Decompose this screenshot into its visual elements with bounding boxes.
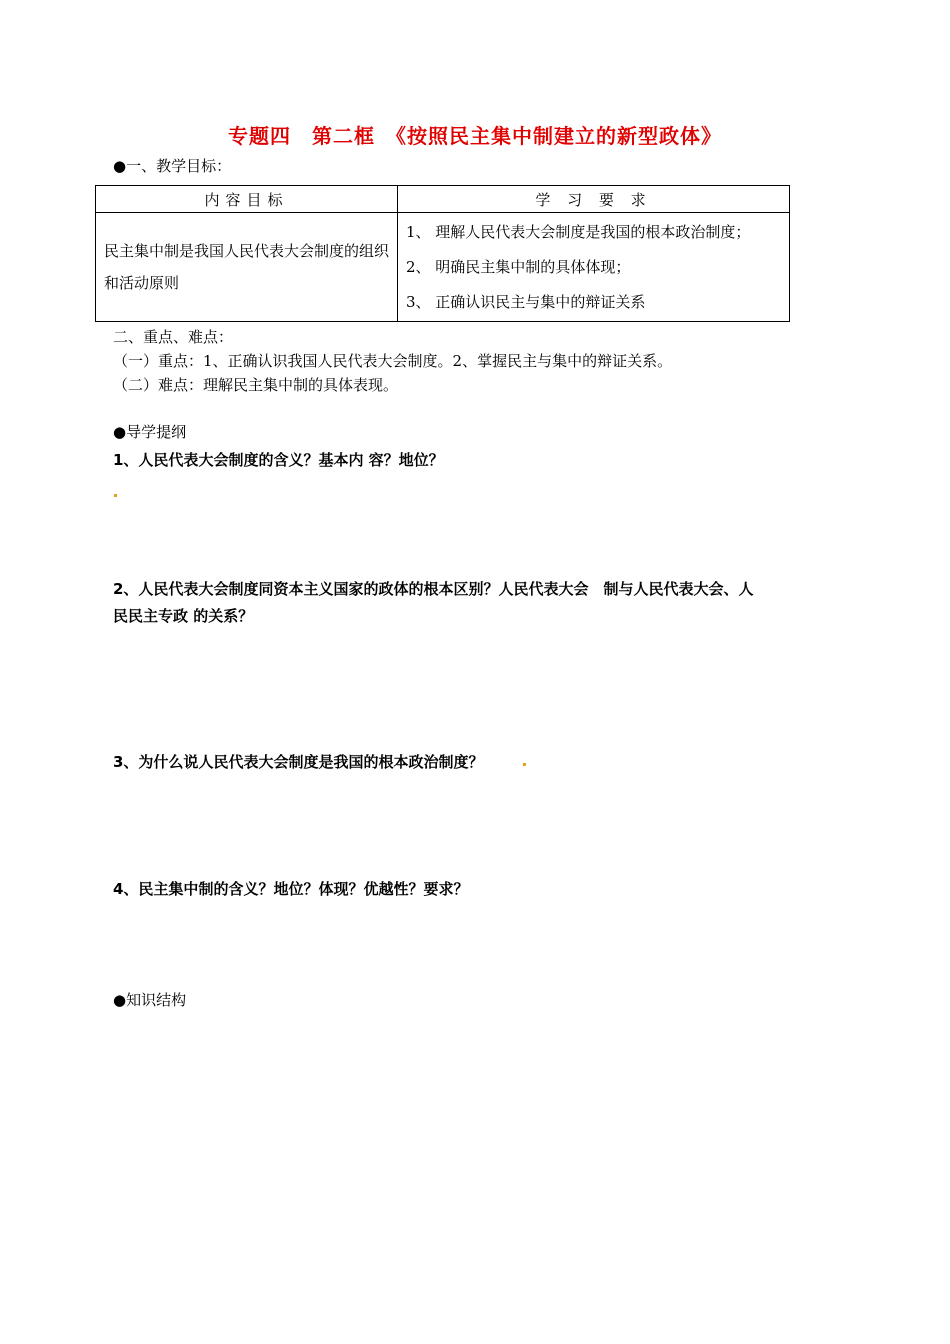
- difficult-points: （二）难点：理解民主集中制的具体表现。: [113, 376, 399, 394]
- key-points: （一）重点：1、正确认识我国人民代表大会制度。2、掌握民主与集中的辩证关系。: [113, 352, 673, 370]
- question-2-line-1: 2、人民代表大会制度同资本主义国家的政体的根本区别？人民代表大会 制与人民代表大会、人: [113, 580, 754, 598]
- requirements-cell: [398, 213, 790, 322]
- question-1: 1、人民代表大会制度的含义？基本内 容？地位？: [113, 451, 444, 469]
- question-2-line-2: 民民主专政 的关系？: [113, 607, 254, 625]
- requirement-item: 2、 明确民主集中制的具体体现；: [406, 257, 631, 276]
- requirement-item: 3、 正确认识民主与集中的辩证关系: [406, 292, 646, 311]
- section-key-difficult: 二、重点、难点：: [113, 328, 234, 346]
- requirement-item: 1、 理解人民代表大会制度是我国的根本政治制度；: [406, 222, 751, 241]
- stray-mark: [114, 494, 117, 497]
- section-teaching-goals: ●一、教学目标：: [113, 157, 232, 175]
- question-3: 3、为什么说人民代表大会制度是我国的根本政治制度？: [113, 753, 484, 771]
- header-content-goal: 内容目标: [96, 186, 398, 213]
- page-title: 专题四 第二框 《按照民主集中制建立的新型政体》: [228, 124, 722, 148]
- structure-heading: ●知识结构: [113, 991, 187, 1009]
- stray-mark: [523, 763, 526, 766]
- goals-table: [95, 185, 790, 322]
- guide-heading: ●导学提纲: [113, 423, 187, 441]
- question-4: 4、民主集中制的含义？地位？体现？优越性？要求？: [113, 880, 469, 898]
- header-learning-requirements: 学 习 要 求: [398, 186, 790, 213]
- content-goal-cell: 民主集中制是我国人民代表大会制度的组织和活动原则: [96, 213, 398, 322]
